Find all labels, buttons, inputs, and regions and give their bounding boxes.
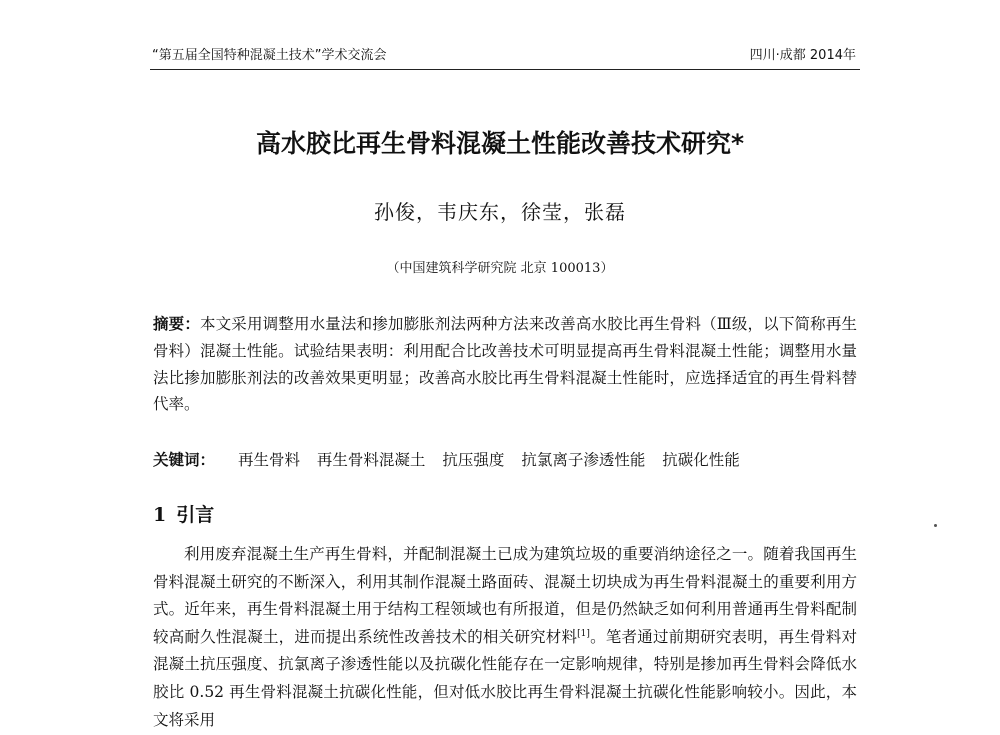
keyword-item: 抗氯离子渗透性能 <box>521 451 646 469</box>
keyword-item: 再生骨料 <box>237 451 300 469</box>
section-heading <box>153 500 857 530</box>
section-title: 引言 <box>176 504 215 526</box>
author-list: 孙俊，韦庆东，徐莹，张磊 <box>374 200 626 224</box>
keyword-item: 抗压强度 <box>442 451 505 469</box>
keywords <box>153 447 857 473</box>
running-header <box>150 44 860 68</box>
keywords-label: 关键词： <box>153 450 216 469</box>
section-body <box>153 541 857 734</box>
body-text-part2: 。笔者通过前期研究表明，再生骨料对混凝土抗压强度、抗氯离子渗透性能以及抗碳化性能存在一定影响规律，特别是掺加再生骨料会降低水胶比 0.52 再生骨料混凝土抗碳化性能，但对低水胶比再生骨料混凝土抗碳化性能影响较小。因此，本文将采用 <box>153 627 857 729</box>
abstract-label: 摘要： <box>153 314 200 333</box>
paper-title: 高水胶比再生骨料混凝土性能改善技术研究* <box>255 129 745 158</box>
conference-name: “第五届全国特种混凝土技术”学术交流会 <box>152 48 387 63</box>
scan-speck <box>934 524 937 527</box>
keyword-item: 抗碳化性能 <box>662 451 740 469</box>
abstract <box>153 311 857 418</box>
citation-ref[interactable]: [1] <box>577 628 590 639</box>
body-text-part1: 利用废弃混凝土生产再生骨料，并配制混凝土已成为建筑垃圾的重要消纳途径之一。随着我国再生骨料混凝土研究的不断深入，利用其制作混凝土路面砖、混凝土切块成为再生骨料混凝土的重要利用方式。近年来，再生骨料混凝土用于结构工程领域也有所报道，但是仍然缺乏如何利用普通再生骨料配制较高耐久性混凝土，进而提出系统性改善技术的相关研究材料 <box>153 545 857 646</box>
affiliation: （中国建筑科学研究院 北京 100013） <box>386 261 614 276</box>
abstract-text: 本文采用调整用水量法和掺加膨胀剂法两种方法来改善高水胶比再生骨料（Ⅲ级，以下简称再生骨料）混凝土性能。试验结果表明：利用配合比改善技术可明显提高再生骨料混凝土性能；调整用水量法比掺加膨胀剂法的改善效果更明显；改善高水胶比再生骨料混凝土性能时，应选择适宜的再生骨料替代率。 <box>153 315 857 414</box>
header-divider <box>150 69 860 70</box>
keyword-item: 再生骨料混凝土 <box>316 451 426 469</box>
location-year: 四川·成都 2014年 <box>749 48 856 63</box>
section-number: 1 <box>153 504 167 526</box>
